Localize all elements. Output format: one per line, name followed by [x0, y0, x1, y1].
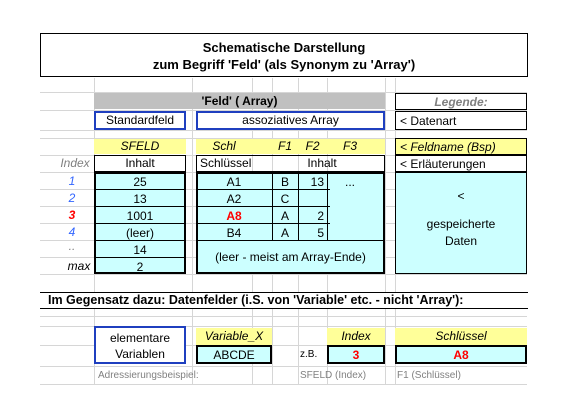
index-name: Index	[341, 329, 371, 343]
index-value-highlight: 3	[68, 208, 76, 222]
legend-feldname-cell	[395, 138, 527, 155]
sfeld-value: 25	[133, 175, 147, 189]
row-divider	[198, 223, 330, 224]
adressierung-label: Adressierungsbeispiel:	[98, 370, 199, 381]
legend-feldname: < Feldname (Bsp)	[400, 140, 496, 154]
gridline	[40, 384, 527, 385]
schluessel-name-cell	[395, 328, 527, 345]
schluessel-value-cell	[395, 345, 527, 364]
legend-erlaeuterungen-cell	[395, 155, 527, 172]
f1-name: F1	[277, 139, 292, 153]
gridline	[40, 130, 527, 131]
index-value: ..	[68, 239, 76, 253]
key-value: A1	[226, 175, 242, 189]
array-header: 'Feld' ( Array)	[94, 93, 385, 109]
variablen-label: Variablen	[115, 347, 165, 361]
row-divider	[96, 223, 184, 224]
title-line-2: zum Begriff 'Feld' (als Synonym zu 'Array')	[152, 57, 416, 72]
f3-name: F3	[342, 139, 357, 153]
gridline	[40, 316, 527, 317]
variable-name: Variable_X	[204, 329, 264, 343]
legend-title: Legende:	[434, 95, 488, 109]
variable-value: ABCDE	[213, 348, 255, 362]
sfeld-value: 1001	[126, 209, 154, 223]
title-box	[40, 33, 528, 77]
index-value: 2	[68, 191, 76, 205]
f1-value: C	[280, 192, 290, 206]
gridline	[385, 78, 386, 385]
f1-schluessel-label: F1 (Schlüssel)	[397, 370, 461, 381]
key-value-highlight: A8	[226, 209, 242, 223]
variable-value-cell	[196, 345, 272, 364]
schluessel-label: Schlüssel	[200, 156, 252, 170]
sfeld-value: 14	[133, 243, 147, 257]
key-value: A2	[226, 192, 242, 206]
legend-gespeichert-cell	[395, 172, 527, 274]
row-divider	[96, 189, 184, 190]
elementare-variablen-box	[94, 326, 186, 364]
f2-name: F2	[305, 139, 320, 153]
zb-label: z.B.	[300, 349, 318, 360]
sfeld-name: SFELD	[120, 139, 160, 153]
sfeld-index-label: SFELD (Index)	[300, 370, 367, 381]
index-name-cell	[327, 328, 385, 345]
legend-datenart: < Datenart	[400, 114, 457, 128]
leer-note: (leer - meist am Array-Ende)	[215, 250, 366, 264]
row-divider	[198, 206, 330, 207]
f3-value: ...	[344, 175, 355, 189]
legend-erlaeuterungen: < Erläuterungen	[400, 157, 486, 171]
sfeld-value: 2	[136, 260, 144, 274]
gegensatz-text: Im Gegensatz dazu: Datenfelder (i.S. von 'Variable' etc. - nicht 'Array'):	[48, 293, 464, 307]
row-divider	[96, 257, 184, 258]
f1-value: A	[280, 226, 289, 240]
index-example-value: 3	[352, 348, 360, 362]
f2-value: 13	[310, 175, 324, 189]
schl-name: Schl	[212, 139, 236, 153]
f2-value: 2	[317, 209, 324, 223]
legend-arrow: <	[457, 189, 465, 203]
index-header: Index	[60, 156, 90, 170]
col-divider	[327, 174, 328, 240]
schluessel-name: Schlüssel	[435, 329, 487, 343]
schluessel-example-value: A8	[453, 348, 469, 362]
elementare-label: elementare	[109, 331, 171, 345]
gridline	[40, 366, 527, 367]
gridline	[40, 274, 527, 275]
assoziatives-array-label	[196, 111, 385, 130]
index-value: 1	[68, 174, 76, 188]
standardfeld-label	[94, 111, 186, 130]
f2-value: 5	[317, 226, 324, 240]
row-divider	[198, 240, 383, 241]
sfeld-value: (leer)	[125, 226, 154, 240]
key-value: B4	[226, 226, 242, 240]
standardfeld-text: Standardfeld	[105, 113, 175, 127]
index-value-cell	[327, 345, 385, 364]
legend-daten: Daten	[444, 234, 478, 248]
gegensatz-band	[40, 292, 528, 309]
inhalt-label: Inhalt	[125, 156, 155, 170]
legend-title-cell	[395, 93, 527, 110]
sfeld-value: 13	[133, 192, 147, 206]
row-divider	[198, 189, 330, 190]
f1-value: A	[280, 209, 289, 223]
index-value: 4	[68, 225, 76, 239]
legend-gespeichert: gespeicherte	[426, 217, 496, 231]
gridline	[192, 78, 193, 385]
row-divider	[96, 206, 184, 207]
title-line-1: Schematische Darstellung	[202, 40, 366, 55]
f1-value: B	[280, 175, 289, 189]
assoziatives-array-text: assoziatives Array	[242, 113, 339, 127]
row-divider	[96, 240, 184, 241]
index-value: max	[67, 259, 91, 273]
legend-datenart-cell	[395, 111, 527, 130]
assoc-inhalt-label: Inhalt	[307, 156, 337, 170]
variable-name-cell	[196, 328, 272, 345]
